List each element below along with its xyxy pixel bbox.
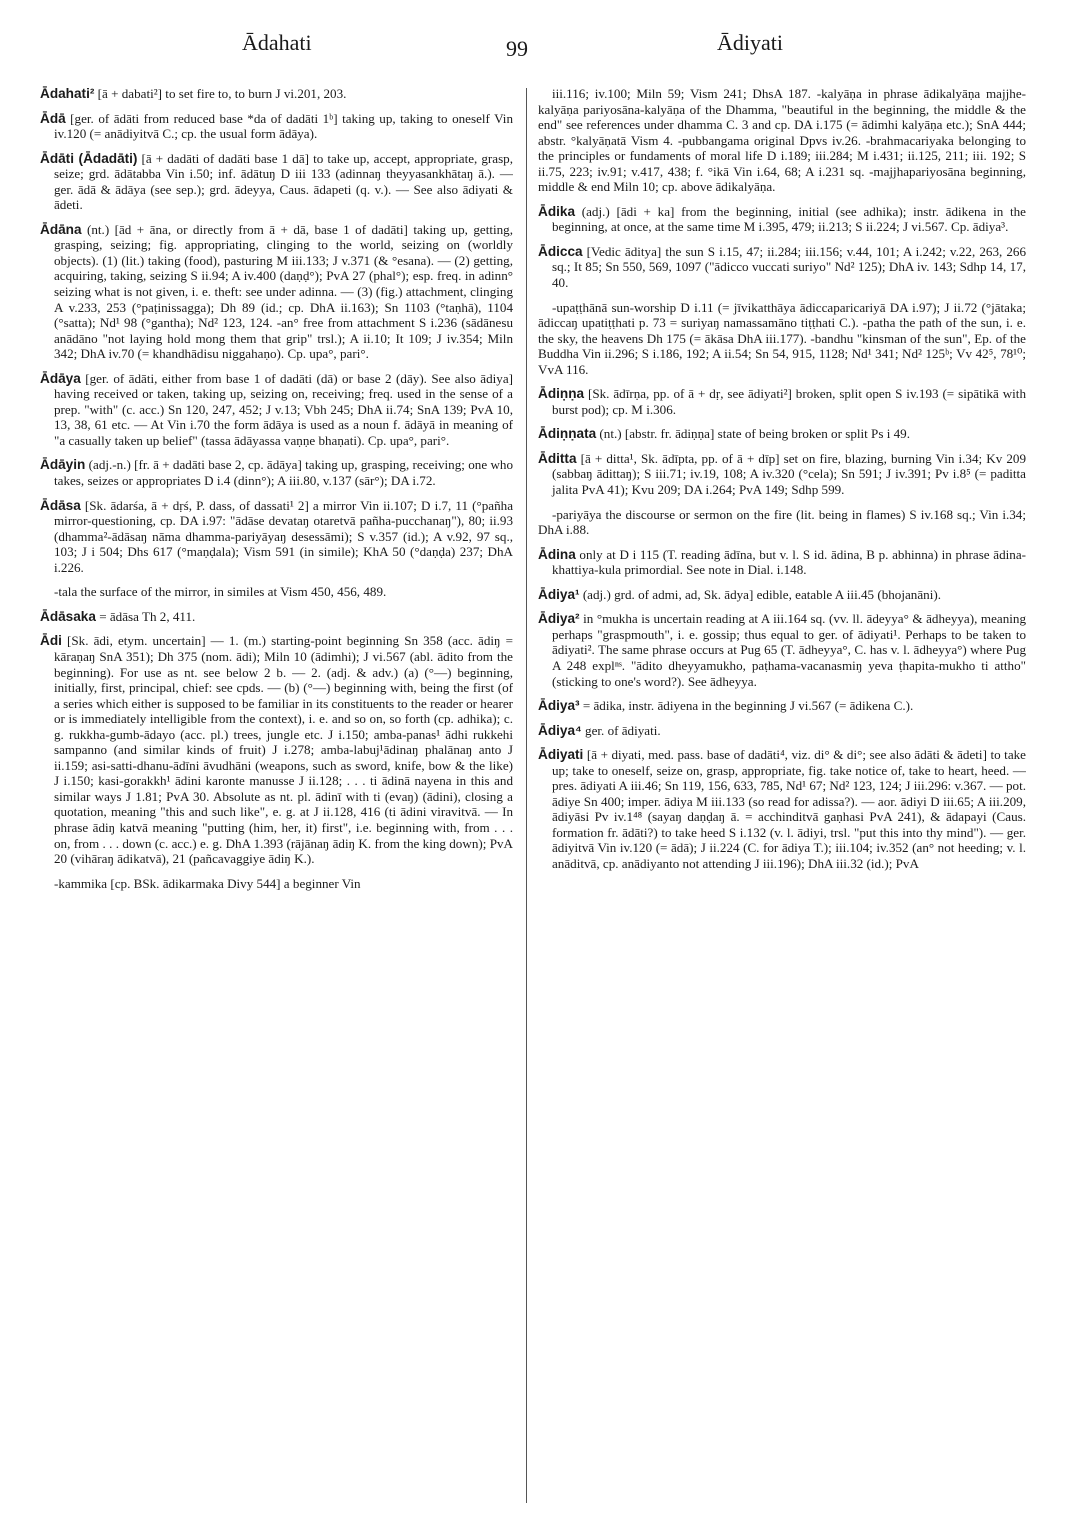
entry-continuation: [40, 876, 513, 892]
entry-text: [ger. of ādāti from reduced base *da of dadāti 1ᵇ] taking up, taking to oneself Vin iv.120 (= anādiyitvā C.; cp. the usual form ādāya).: [54, 110, 513, 142]
headword: Ādika: [538, 203, 576, 219]
dictionary-entry: [40, 498, 513, 576]
headword: Ādāsa: [40, 497, 81, 513]
headword: Ādi: [40, 633, 62, 649]
entry-text: = ādāsa Th 2, 411.: [95, 608, 196, 624]
entry-continuation: [538, 507, 1026, 538]
entry-continuation: [40, 584, 513, 600]
headword: Ādāyin: [40, 457, 86, 473]
headword: Ādiya⁴: [538, 722, 582, 738]
dictionary-entry: [538, 451, 1026, 498]
dictionary-entry: [40, 457, 513, 488]
entry-text: -kammika [cp. BSk. ādikarmaka Divy 544] a beginner Vin: [54, 875, 361, 891]
headword: Ādina: [538, 546, 576, 562]
dictionary-entry: [40, 609, 513, 625]
entry-text: [Sk. ādīrṇa, pp. of ā + dṛ, see ādiyati²] broken, split open S iv.193 (= sipātikā with burst pod); cp. M i.306.: [552, 386, 1026, 417]
entry-text: -pariyāya the discourse or sermon on the fire (lit. being in flames) S iv.168 sq.; Vin i.34; DhA i.88.: [538, 506, 1026, 538]
entry-text: (nt.) [ād + āna, or directly from ā + dā, base 1 of dadāti] taking up, getting, grasping, seizing; fig. appropriating, clinging to the world, seizing on (worldly objects). (1) (lit.) taking (food), pasturing M iii.133; J v.371 (& °esana). — (2) getting, acquiring, taking, seizing S ii.94; A iv.400 (daṇḍ°); PvA 27 (phal°); esp. freq. in adinn° seizing what is not given, i. e. theft: see under adinna. — (3) (fig.) attachment, clinging A v.233, 253 (°paṭinissagga); Dh 89 (id.; cp. DhA ii.163); Sn 1103 (°taṇhā), 1104 (°satta); Nd¹ 98 (°gantha); Nd² 123, 124. -an° free from attachment S i.236 (sādānesu anādāno "not laying hold mong them that grip" trsl.); A ii.10; It 109; J iv.354; Miln 342; DhA iv.70 (= khandhādisu niggahaṇo). Cp. upa°, pari°.: [54, 221, 513, 362]
dictionary-entry: [538, 547, 1026, 578]
dictionary-entry: [538, 204, 1026, 235]
dictionary-entry: [538, 723, 1026, 739]
headword: Āditta: [538, 450, 577, 466]
dictionary-entry: [40, 111, 513, 142]
entry-text: [ā + ditta¹, Sk. ādīpta, pp. of ā + dīp] set on fire, blazing, burning Vin i.34; Kv 209 (sabbaŋ ādittaŋ); S iii.71; iv.19, 108; A iv.320 (°cela); Sn 591; J iv.391; Pv i.8⁵ (= paditta jalita PvA 41); Kvu 209; DA i.264; PvA 149; Sdhp 599.: [552, 450, 1026, 498]
entry-text: -tala the surface of the mirror, in similes at Vism 450, 456, 489.: [54, 584, 387, 600]
entry-text: (adj.) grd. of admi, ad, Sk. ādya] edible, eatable A iii.45 (bhojanāni).: [579, 586, 941, 602]
entry-text: iii.116; iv.100; Miln 59; Vism 241; DhsA 187. -kalyāṇa in phrase ādikalyāṇa majjhe-kalyāṇa pariyosāna-kalyāṇa of the Dhamma, "beautiful in the beginning, the middle & the end" see references under dhamma C. 3 and cp. DA i.175 (= ādimhi kalyāṇa etc.); SnA 444; abstr. °kalyāṇatā Vism 4. -pubbangama original Dpvs iv.26. -brahmacariyaka belonging to the principles or fundaments of moral life D i.189; iii.284; M i.431; ii.125, 211; iii. 192; S ii.75, 223; iv.91; v.417, 438; f. °ikā Vin i.64, 68; A i.231 sq. -majjhapariyosāna beginning, middle & end Miln 10; cp. above ādikalyāṇa.: [538, 86, 1026, 195]
headword: Ādiṇṇa: [538, 386, 585, 402]
dictionary-entry: [538, 386, 1026, 417]
dictionary-entry: [40, 371, 513, 449]
headword: Ādāya: [40, 370, 81, 386]
headword: Ādāsaka: [40, 608, 96, 624]
headword: Ādāti (Ādadāti): [40, 150, 138, 166]
entry-text: [Vedic āditya] the sun S i.15, 47; ii.284; iii.156; v.44, 101; A i.242; v.22, 263, 266 sq.; It 85; Sn 550, 569, 1097 ("ādicco vuccati suriyo" Nd² 125); DhA iv. 143; Sdhp 14, 17, 40.: [552, 243, 1026, 291]
headword: Ādāna: [40, 221, 82, 237]
dictionary-entry: [40, 86, 513, 102]
entry-text: [ā + dadāti of dadāti base 1 dā] to take up, accept, appropriate, grasp, seize; grd. ādātabba Vin i.50; inf. ādātuŋ D iii 133 (adinnaŋ theyyasankhātaŋ ā.). — ger. ādā & ādāya (see sep.); grd. ādeyya, Caus. ādapeti (q. v.). — See also ādiyati & ādeti.: [54, 150, 513, 213]
headword: Ādicca: [538, 243, 583, 259]
entry-text: [Sk. ādarśa, ā + dṛś, P. dass, of dassati¹ 2] a mirror Vin ii.107; D i.7, 11 (°pañha mirror-questioning, cp. DA i.97: "ādāse devataŋ otaretvā pañha-pucchanaŋ"), 80; ii.93 (dhamma²-ādāsaŋ nāma dhamma-pariyāyaŋ desessāmi); S v.357 (id.); A v.92, 97 sq., 103; J i 504; Dhs 617 (°maṇḍala); Vism 591 (in simile); KhA 50 (°daṇḍa) 237; DhA i.226.: [54, 497, 513, 575]
dictionary-entry: [40, 633, 513, 866]
headword: Ādiya³: [538, 698, 580, 714]
entry-text: (adj.-n.) [fr. ā + dadāti base 2, cp. ādāya] taking up, grasping, receiving; one who takes, seizes or appropriates D i.4 (dinn°); A iii.80, v.137 (sār°); DA i.72.: [54, 457, 513, 489]
headword: Ādiyati: [538, 747, 584, 763]
column-divider: [526, 88, 527, 1503]
entry-text: only at D i 115 (T. reading ādīna, but v. l. S id. ādina, B p. abhinna) in phrase ādina-khattiya-kula primordial. See note in Dial. i.148.: [552, 546, 1026, 578]
dictionary-entry: [40, 151, 513, 213]
entry-text: (nt.) [abstr. fr. ādiṇṇa] state of being broken or split Ps i 49.: [596, 426, 910, 442]
entry-text: [ā + diyati, med. pass. base of dadāti⁴, viz. di° & di°; see also ādāti & ādeti] to take up; take to oneself, seize on, grasp, appropriate, fig. take notice of, take to heart, heed. — pres. ādiyati A iii.46; Sn 119, 156, 633, 785, Nd¹ 67; Nd² 123, 124; J iii.296: v.367. — pot. ādiye Sn 400; imper. ādiya M iii.133 (so read for adissa?). — aor. ādiyi D iii.65; A iii.209, ādiyāsi Pv iv.1⁴⁸ (sayaŋ daṇḍaŋ ā. = acchinditvā gaṇhasi PvA 241), & ādapayi (Caus. formation fr. ādāti?) to take heed S i.132 (v. l. ādiyi, trsl. "put this into thy mind"). — ger. ādiyitvā Vin iv.120 (= ādā); J ii.224 (C. for ādiya T.); iii.104; iv.352 (an° not heeding; v. l. anāditvā, cp. anādiyanto not attending J iii.196); DhA iii.32 (id.); PvA: [552, 747, 1026, 871]
dictionary-entry: [538, 611, 1026, 689]
headword: Ādiṇṇata: [538, 426, 597, 442]
headword: Ādā: [40, 110, 66, 126]
entry-text: = ādika, instr. ādiyena in the beginning J vi.567 (= ādikena C.).: [579, 698, 914, 714]
entry-text: -upaṭṭhānā sun-worship D i.11 (= jīvikatthāya ādiccaparicariyā DA i.97); J ii.72 (°jātaka; ādiccaŋ upatiṭṭhati p. 73 = suriyaŋ namassamāno tiṭṭhati C.). -patha the path of the sun, i. e. the sky, the heavens Dh 175 (= ākāsa DhA iii.177). -bandhu "kinsman of the sun", Ep. of the Buddha Vin ii.296; S i.186, 192; A ii.54; Sn 54, 915, 1128; Nd¹ 341; Nd² 125ᵇ; Vv 42⁵, 78¹⁰; VvA 116.: [538, 299, 1026, 377]
running-head-left: Ādahati: [242, 30, 312, 55]
dictionary-entry: [538, 587, 1026, 603]
dictionary-entry: [40, 222, 513, 362]
headword: Ādiya²: [538, 611, 580, 627]
entry-text: in °mukha is uncertain reading at A iii.164 sq. (vv. ll. ādeyya° & ādheyya), meaning perhaps "graspmouth", i. e. gossip; thus equal to ger. of ādiyati¹. Perhaps to be taken to ādiyati². The same phrase occurs at Pug 65 (T. ādheyya°, C. has v. l. ādheyya°) where Pug A 248 explⁿˢ. "ādito dheyyamukho, paṭhama-vacanasmiŋ yeva ṭhapita-mukho ti attho" (sticking to one's word?). See ādheyya.: [552, 611, 1026, 689]
dictionary-entry: [538, 698, 1026, 714]
entry-continuation: [538, 300, 1026, 378]
left-column: [40, 86, 513, 1511]
entry-text: ger. of ādiyati.: [581, 722, 661, 738]
entry-text: (adj.) [ādi + ka] from the beginning, initial (see adhika); instr. ādikena in the beginning, at once, at the same time M i.395, 479; ii.213; S ii.224; J vi.567. Cp. ādiya³.: [552, 203, 1026, 235]
entry-text: [ā + dabati²] to set fire to, to burn J vi.201, 203.: [94, 86, 347, 101]
entry-continuation: [538, 86, 1026, 195]
headword: Ādiya¹: [538, 586, 580, 602]
entry-text: [ger. of ādāti, either from base 1 of dadāti (dā) or base 2 (dāy). See also ādiya] having received or taken, taking up, seizing on, receiving; freq. used in the sense of a prep. "with" (c. acc.) Sn 120, 247, 452; J v.13; Vbh 245; DhA ii.74; SnA 139; PvA 10, 13, 38, 61 etc. — At Vin i.70 the form ādāya is used as a noun f. ādāyā in meaning of "a casually taken up belief" (tassa ādāyassa vaṇṇe bhaṇati). Cp. upa°, pari°.: [54, 370, 513, 448]
dictionary-entry: [538, 747, 1026, 871]
headword: Ādahati²: [40, 86, 95, 101]
entry-text: [Sk. ādi, etym. uncertain] — 1. (m.) starting-point beginning Sn 358 (acc. ādiŋ = kāraṇaŋ SnA 351); Dh 375 (nom. ādi); Miln 10 (ādimhi); J vi.567 (abl. ādito from the beginning). For use as nt. see below 2 b. — 2. (adj. & adv.) (a) (°—) beginning, initially, first, principal, chief: see cpds. — (b) (°—) beginning with, being the first (of a series which either is supposed to be familiar in its constituents to the reader or hearer or is immediately intelligible from the context), i. e. and so on, so forth (cp. adhika); c. g. rukkha-gumb-ādayo (acc. pl.) trees, jungle etc. J i.150; amba-panas¹ ādhi rukkehi sampanno (and similar kinds of fruit) J i.278; amba-labuj¹ādinaŋ phalānaŋ anto J ii.159; asi-satti-dhanu-ādīni āvudhāni (weapons, such as sword, knife, bow & the like) J i.150; kasi-gorakkh¹ ādini karonte manusse J ii.128; . . . ti ādinā nayena in this and similar ways J 1.81; PvA 30. Absolute as nt. pl. ādinī with ti (evaŋ) (ādini), closing a quotation, meaning "this and such like", e. g. at J ii.128, 416 (ti ādini viravitvā. — In phrase ādiŋ katvā meaning "putting (him, her, it) first", i.e. beginning with, from . . . on, from . . . down (c. acc.) e. g. DhA 1.393 (rājānaŋ ādiŋ K. from the king down); PvA 20 (vihāraŋ ādikatvā), 21 (pañcavaggiye ādiŋ K.).: [54, 633, 513, 867]
dictionary-entry: [538, 244, 1026, 291]
right-column: [538, 86, 1026, 1511]
page-number: 99: [506, 36, 528, 61]
dictionary-entry: [538, 426, 1026, 442]
running-head-right: Ādiyati: [717, 30, 783, 55]
